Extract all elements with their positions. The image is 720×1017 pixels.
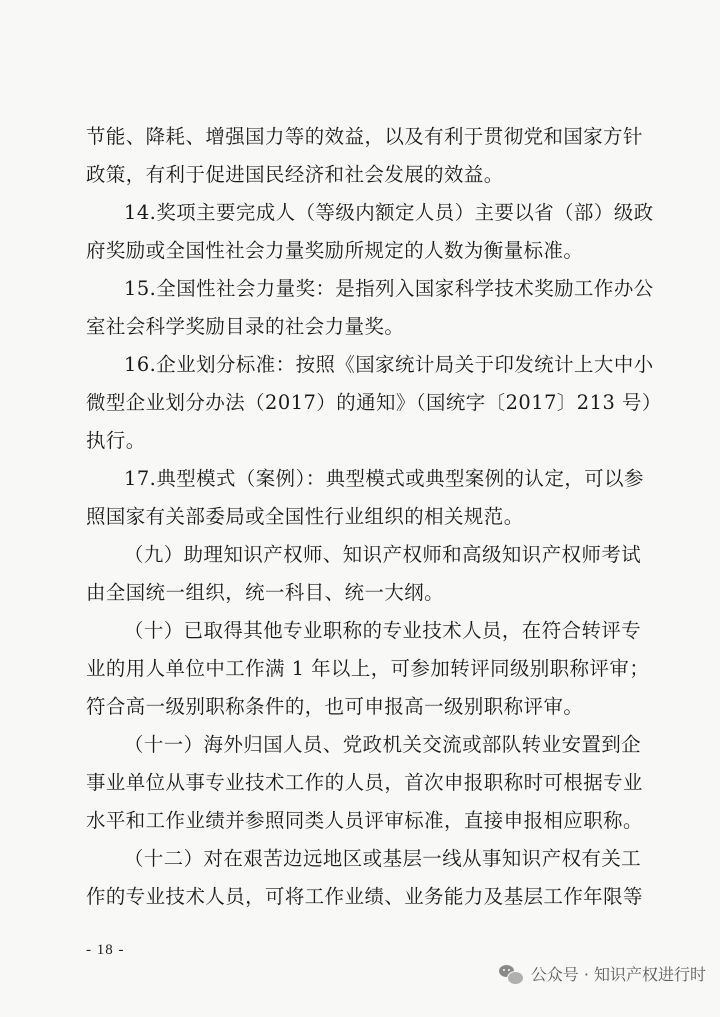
text-line: 执行。: [86, 429, 146, 452]
text-line: 由全国统一组织，统一科目、统一大纲。: [86, 581, 445, 604]
text-line: （十一）海外归国人员、党政机关交流或部队转业安置到企: [124, 733, 642, 756]
text-line: 事业单位从事专业技术工作的人员，首次申报职称时可根据专业: [86, 771, 643, 794]
text-line: 节能、降耗、增强国力等的效益，以及有利于贯彻党和国家方针: [86, 125, 643, 148]
text-line: （十）已取得其他专业职称的专业技术人员，在符合转评专: [124, 619, 642, 642]
text-line: 作的专业技术人员，可将工作业绩、业务能力及基层工作年限等: [86, 885, 643, 908]
body-text: [86, 118, 662, 916]
text-line: 业的用人单位中工作满 1 年以上，可参加转评同级别职称评审；: [86, 657, 650, 680]
wechat-icon: [499, 963, 523, 985]
text-line: （九）助理知识产权师、知识产权师和高级知识产权师考试: [124, 543, 642, 566]
text-line: 府奖励或全国性社会力量奖励所规定的人数为衡量标准。: [86, 239, 584, 262]
page-number: - 18 -: [86, 942, 125, 958]
text-line: 14.奖项主要完成人（等级内额定人员）主要以省（部）级政: [124, 201, 654, 224]
text-line: 水平和工作业绩并参照同类人员评审标准，直接申报相应职称。: [86, 809, 643, 832]
text-line: 15.全国性社会力量奖：是指列入国家科学技术奖励工作办公: [124, 277, 654, 300]
text-line: （十二）对在艰苦边远地区或基层一线从事知识产权有关工: [124, 847, 642, 870]
text-line: 政策，有利于促进国民经济和社会发展的效益。: [86, 163, 504, 186]
text-line: 17.典型模式（案例）：典型模式或典型案例的认定，可以参: [124, 467, 644, 490]
text-line: 室社会科学奖励目录的社会力量奖。: [86, 315, 405, 338]
text-line: 符合高一级别职称条件的，也可申报高一级别职称评审。: [86, 695, 584, 718]
text-line: 16.企业划分标准：按照《国家统计局关于印发统计上大中小: [124, 353, 654, 376]
watermark: [499, 962, 706, 985]
text-line: 照国家有关部委局或全国性行业组织的相关规范。: [86, 505, 524, 528]
text-line: 微型企业划分办法（2017）的通知》（国统字〔2017〕213 号）: [86, 391, 662, 414]
watermark-text: 公众号 · 知识产权进行时: [530, 965, 706, 984]
